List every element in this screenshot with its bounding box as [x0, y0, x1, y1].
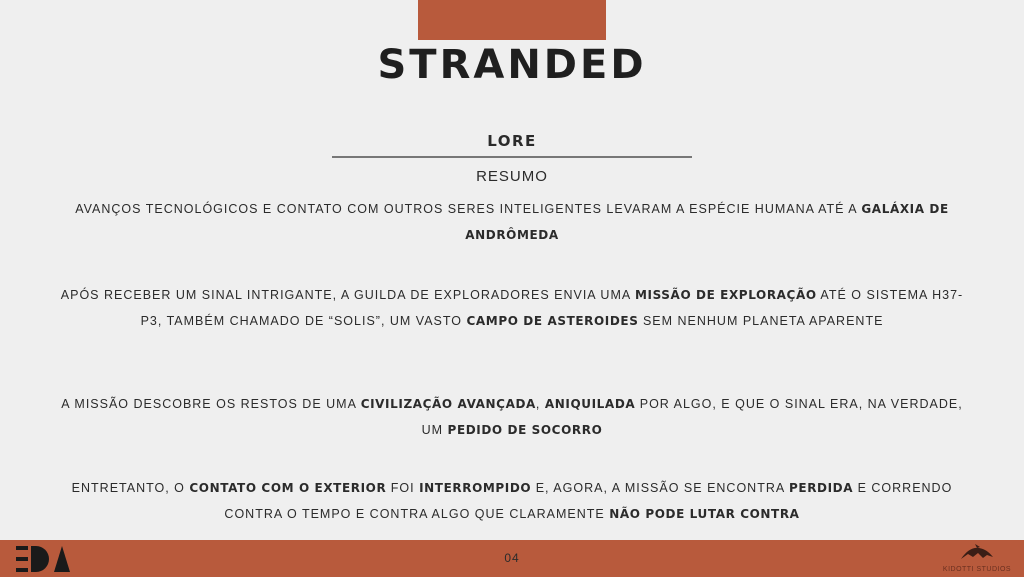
emphasis-text: PERDIDA [789, 481, 854, 495]
section-divider [332, 156, 692, 158]
emphasis-text: CAMPO DE ASTEROIDES [466, 314, 639, 328]
slide-title: STRANDED [377, 42, 647, 88]
body-text: E, AGORA, A MISSÃO SE ENCONTRA [531, 481, 789, 495]
emphasis-text: PEDIDO DE SOCORRO [447, 423, 603, 437]
body-text: FOI [386, 481, 420, 495]
body-text: AVANÇOS TECNOLÓGICOS E CONTATO COM OUTROS SERES INTELIGENTES LEVARAM A ESPÉCIE HUMANA ATÉ A [75, 202, 862, 216]
lore-paragraph-3 [60, 391, 964, 443]
studio-logo-icon [959, 544, 995, 560]
section-subtitle: RESUMO [476, 168, 548, 185]
emphasis-text: NÃO PODE LUTAR CONTRA [609, 507, 800, 521]
emphasis-text: GALÁXIA DE ANDRÔMEDA [465, 202, 949, 242]
emphasis-text: ANIQUILADA [544, 397, 636, 411]
studio-logo-text: KIDOTTI STUDIOS [942, 566, 1012, 573]
body-text: ATÉ O SISTEMA H37-P3, TAMBÉM CHAMADO DE “SOLIS”, UM VASTO [140, 288, 964, 328]
body-text: ENTRETANTO, O [71, 481, 190, 495]
footer-bar [0, 540, 1024, 577]
body-text: , [535, 397, 545, 411]
body-text: A MISSÃO DESCOBRE OS RESTOS DE UMA [61, 397, 361, 411]
body-text: POR ALGO, E QUE O SINAL ERA, NA VERDADE, UM [421, 397, 963, 437]
emphasis-text: INTERROMPIDO [419, 481, 532, 495]
body-text: E CORRENDO CONTRA O TEMPO E CONTRA ALGO QUE CLARAMENTE [224, 481, 953, 521]
section-title: LORE [487, 132, 537, 150]
page-number: 04 [504, 551, 520, 565]
emphasis-text: MISSÃO DE EXPLORAÇÃO [635, 288, 817, 302]
body-text: SEM NENHUM PLANETA APARENTE [638, 314, 884, 328]
top-accent-tab [418, 0, 606, 40]
lore-paragraph-1 [60, 196, 964, 248]
body-text: APÓS RECEBER UM SINAL INTRIGANTE, A GUILDA DE EXPLORADORES ENVIA UMA [60, 288, 635, 302]
emphasis-text: CIVILIZAÇÃO AVANÇADA [360, 397, 536, 411]
studio-logo [942, 544, 1012, 573]
lore-paragraph-4 [60, 475, 964, 527]
emphasis-text: CONTATO COM O EXTERIOR [189, 481, 387, 495]
lore-paragraph-2 [60, 282, 964, 334]
